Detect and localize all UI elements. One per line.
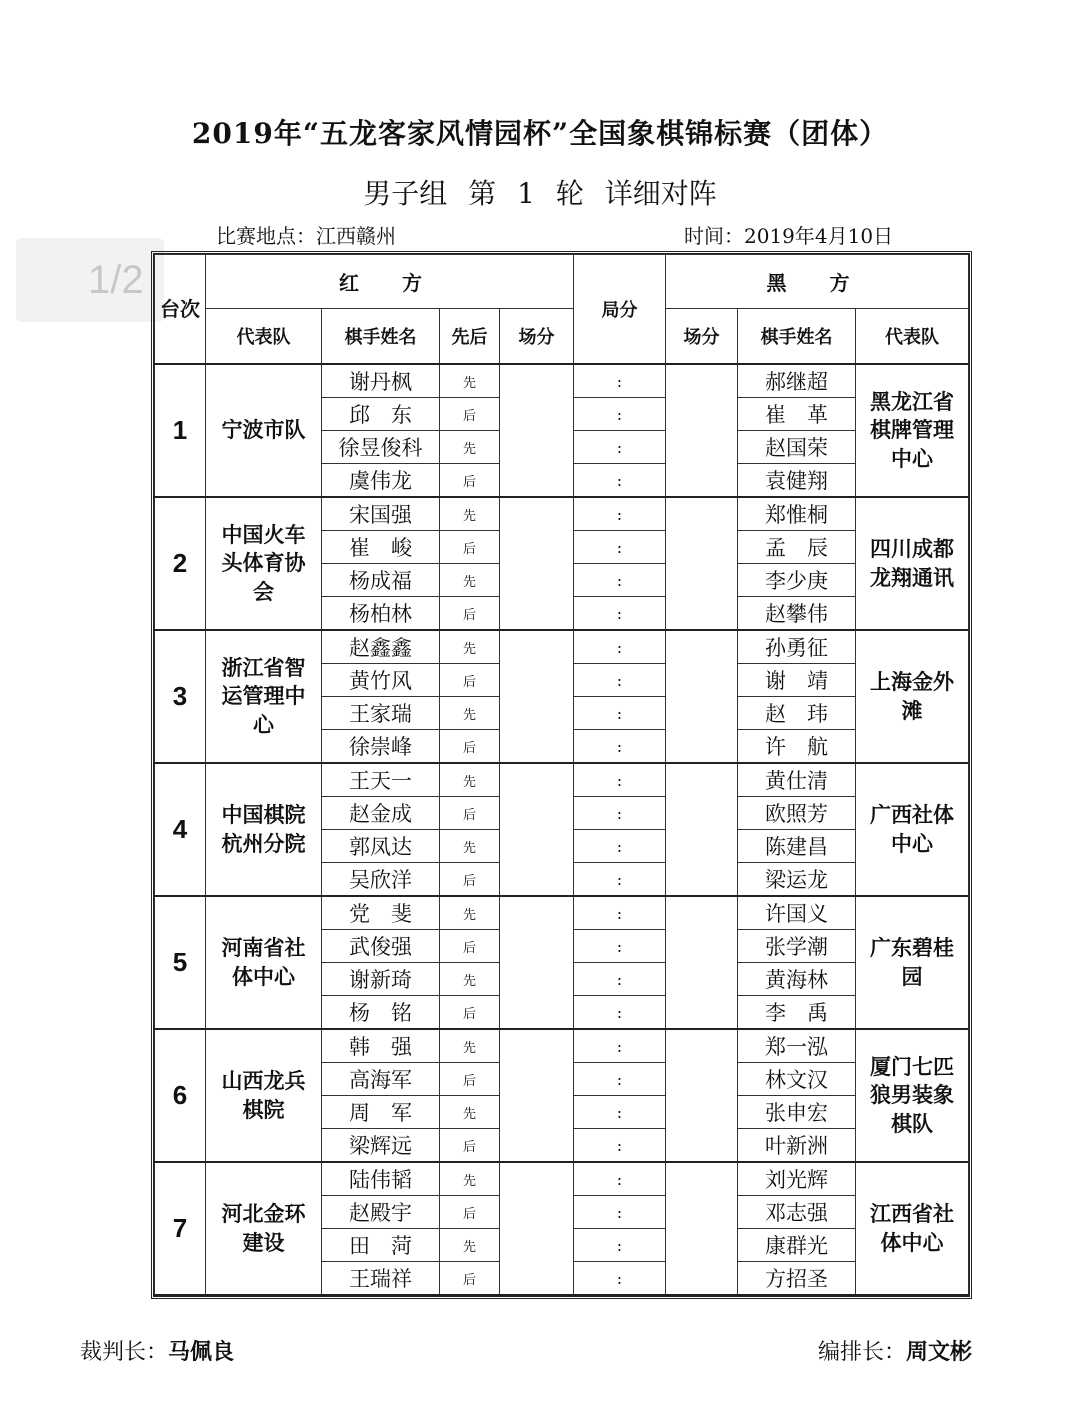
game-score-cell: : — [574, 830, 666, 863]
game-row — [155, 497, 969, 531]
black-team-name: 广西社体中心 — [856, 763, 969, 896]
order-header: 先后 — [440, 309, 500, 365]
red-player-name: 赵殿宇 — [322, 1196, 440, 1229]
red-player-name: 徐昱俊科 — [322, 431, 440, 464]
black-player-name: 李少庚 — [738, 564, 856, 597]
red-match-score-cell — [500, 1162, 574, 1295]
play-order: 后 — [440, 996, 500, 1030]
red-team-name: 中国火车头体育协会 — [206, 497, 322, 630]
black-player-name: 康群光 — [738, 1229, 856, 1262]
game-row — [155, 630, 969, 664]
black-player-name: 方招圣 — [738, 1262, 856, 1296]
game-score-cell: : — [574, 863, 666, 897]
black-player-name: 梁运龙 — [738, 863, 856, 897]
play-order: 后 — [440, 597, 500, 631]
game-score-cell: : — [574, 996, 666, 1030]
document-subtitle: 男子组 第 1 轮 详细对阵 — [363, 177, 717, 210]
page-indicator: 1/2 — [16, 238, 164, 322]
game-score-cell: : — [574, 763, 666, 797]
red-side-header: 红 方 — [206, 255, 574, 309]
red-player-name: 武俊强 — [322, 930, 440, 963]
black-team-name: 厦门七匹狼男装象棋队 — [856, 1029, 969, 1162]
play-order: 后 — [440, 930, 500, 963]
game-score-cell: : — [574, 364, 666, 398]
play-order: 先 — [440, 963, 500, 996]
black-player-name: 黄海林 — [738, 963, 856, 996]
black-team-name: 上海金外滩 — [856, 630, 969, 763]
black-team-name: 四川成都龙翔通讯 — [856, 497, 969, 630]
black-player-name: 张申宏 — [738, 1096, 856, 1129]
play-order: 先 — [440, 497, 500, 531]
game-score-cell: : — [574, 1096, 666, 1129]
play-order: 后 — [440, 1129, 500, 1163]
red-player-name: 王天一 — [322, 763, 440, 797]
black-player-name: 郑惟桐 — [738, 497, 856, 531]
game-score-cell: : — [574, 664, 666, 697]
red-player-name: 陆伟韬 — [322, 1162, 440, 1196]
board-number: 6 — [155, 1029, 206, 1162]
red-player-name: 高海军 — [322, 1063, 440, 1096]
black-team-name: 黑龙江省棋牌管理中心 — [856, 364, 969, 497]
chief-referee: 裁判长：马佩良 — [80, 1339, 235, 1365]
red-match-score-cell — [500, 630, 574, 763]
play-order: 后 — [440, 1262, 500, 1296]
black-player-name: 刘光辉 — [738, 1162, 856, 1196]
black-player-name: 郑一泓 — [738, 1029, 856, 1063]
board-number: 3 — [155, 630, 206, 763]
game-score-cell: : — [574, 630, 666, 664]
play-order: 后 — [440, 1063, 500, 1096]
black-match-score-cell — [666, 497, 738, 630]
play-order: 先 — [440, 1162, 500, 1196]
game-score-cell: : — [574, 597, 666, 631]
play-order: 后 — [440, 1196, 500, 1229]
game-row — [155, 1029, 969, 1063]
red-player-name: 党 斐 — [322, 896, 440, 930]
game-row — [155, 1162, 969, 1196]
red-team-name: 中国棋院杭州分院 — [206, 763, 322, 896]
black-player-name: 郝继超 — [738, 364, 856, 398]
play-order: 先 — [440, 896, 500, 930]
play-order: 后 — [440, 664, 500, 697]
play-order: 后 — [440, 398, 500, 431]
black-player-name: 赵 玮 — [738, 697, 856, 730]
game-score-cell: : — [574, 1063, 666, 1096]
play-order: 后 — [440, 797, 500, 830]
game-score-cell: : — [574, 464, 666, 498]
red-team-name: 河北金环建设 — [206, 1162, 322, 1295]
black-match-score-cell — [666, 364, 738, 497]
game-score-cell: : — [574, 1162, 666, 1196]
black-match-score-cell — [666, 1162, 738, 1295]
black-player-name: 崔 革 — [738, 398, 856, 431]
play-order: 先 — [440, 431, 500, 464]
red-player-name: 郭凤达 — [322, 830, 440, 863]
red-team-name: 河南省社体中心 — [206, 896, 322, 1029]
red-team-name: 宁波市队 — [206, 364, 322, 497]
black-player-name: 孟 辰 — [738, 531, 856, 564]
play-order: 先 — [440, 697, 500, 730]
black-player-name: 孙勇征 — [738, 630, 856, 664]
red-match-score-cell — [500, 763, 574, 896]
red-player-name: 杨柏林 — [322, 597, 440, 631]
red-match-score-header: 场分 — [500, 309, 574, 365]
red-player-name: 王家瑞 — [322, 697, 440, 730]
play-order: 先 — [440, 1096, 500, 1129]
red-player-name: 黄竹风 — [322, 664, 440, 697]
board-number: 5 — [155, 896, 206, 1029]
play-order: 后 — [440, 464, 500, 498]
black-player-name: 许 航 — [738, 730, 856, 764]
game-score-cell: : — [574, 531, 666, 564]
red-player-name: 赵金成 — [322, 797, 440, 830]
pairing-table — [154, 254, 969, 1296]
red-player-header: 棋手姓名 — [322, 309, 440, 365]
black-player-name: 许国义 — [738, 896, 856, 930]
venue-label: 比赛地点：江西赣州 — [216, 224, 396, 248]
red-team-header: 代表队 — [206, 309, 322, 365]
red-player-name: 徐崇峰 — [322, 730, 440, 764]
red-player-name: 崔 峻 — [322, 531, 440, 564]
play-order: 先 — [440, 564, 500, 597]
black-player-name: 邓志强 — [738, 1196, 856, 1229]
red-player-name: 谢新琦 — [322, 963, 440, 996]
date-label: 时间：2019年4月10日 — [684, 224, 894, 248]
red-player-name: 梁辉远 — [322, 1129, 440, 1163]
red-match-score-cell — [500, 497, 574, 630]
red-player-name: 虞伟龙 — [322, 464, 440, 498]
game-score-cell: : — [574, 1129, 666, 1163]
black-player-name: 林文汉 — [738, 1063, 856, 1096]
black-team-header: 代表队 — [856, 309, 969, 365]
black-match-score-cell — [666, 896, 738, 1029]
red-player-name: 邱 东 — [322, 398, 440, 431]
game-score-cell: : — [574, 697, 666, 730]
play-order: 后 — [440, 863, 500, 897]
red-team-name: 山西龙兵棋院 — [206, 1029, 322, 1162]
black-player-name: 叶新洲 — [738, 1129, 856, 1163]
document-title: 2019年“五龙客家风情园杯”全国象棋锦标赛（团体） — [191, 117, 889, 150]
red-match-score-cell — [500, 1029, 574, 1162]
game-score-cell: : — [574, 497, 666, 531]
board-number: 7 — [155, 1162, 206, 1295]
black-player-name: 袁健翔 — [738, 464, 856, 498]
play-order: 后 — [440, 531, 500, 564]
game-score-header: 局分 — [574, 255, 666, 365]
game-row — [155, 763, 969, 797]
game-score-cell: : — [574, 930, 666, 963]
black-player-name: 赵国荣 — [738, 431, 856, 464]
pairing-table-frame — [151, 251, 972, 1299]
black-player-header: 棋手姓名 — [738, 309, 856, 365]
play-order: 先 — [440, 763, 500, 797]
black-player-name: 欧照芳 — [738, 797, 856, 830]
red-player-name: 杨成福 — [322, 564, 440, 597]
red-player-name: 韩 强 — [322, 1029, 440, 1063]
board-number: 2 — [155, 497, 206, 630]
play-order: 先 — [440, 1229, 500, 1262]
game-score-cell: : — [574, 896, 666, 930]
red-player-name: 田 菏 — [322, 1229, 440, 1262]
chief-arranger: 编排长：周文彬 — [818, 1339, 973, 1365]
game-score-cell: : — [574, 1262, 666, 1296]
game-score-cell: : — [574, 1229, 666, 1262]
red-team-name: 浙江省智运管理中心 — [206, 630, 322, 763]
black-team-name: 广东碧桂园 — [856, 896, 969, 1029]
black-match-score-header: 场分 — [666, 309, 738, 365]
board-header: 台次 — [155, 255, 206, 365]
board-number: 1 — [155, 364, 206, 497]
game-score-cell: : — [574, 564, 666, 597]
black-side-header: 黑 方 — [666, 255, 969, 309]
game-score-cell: : — [574, 797, 666, 830]
black-player-name: 谢 靖 — [738, 664, 856, 697]
game-score-cell: : — [574, 963, 666, 996]
red-player-name: 谢丹枫 — [322, 364, 440, 398]
black-player-name: 张学潮 — [738, 930, 856, 963]
game-row — [155, 364, 969, 398]
play-order: 先 — [440, 830, 500, 863]
black-player-name: 陈建昌 — [738, 830, 856, 863]
red-player-name: 赵鑫鑫 — [322, 630, 440, 664]
black-player-name: 赵攀伟 — [738, 597, 856, 631]
game-score-cell: : — [574, 1029, 666, 1063]
play-order: 先 — [440, 630, 500, 664]
play-order: 先 — [440, 1029, 500, 1063]
red-player-name: 杨 铭 — [322, 996, 440, 1030]
game-score-cell: : — [574, 730, 666, 764]
black-match-score-cell — [666, 1029, 738, 1162]
game-score-cell: : — [574, 431, 666, 464]
red-match-score-cell — [500, 364, 574, 497]
red-player-name: 周 军 — [322, 1096, 440, 1129]
black-match-score-cell — [666, 630, 738, 763]
black-player-name: 黄仕清 — [738, 763, 856, 797]
play-order: 先 — [440, 364, 500, 398]
black-team-name: 江西省社体中心 — [856, 1162, 969, 1295]
black-match-score-cell — [666, 763, 738, 896]
black-player-name: 李 禹 — [738, 996, 856, 1030]
play-order: 后 — [440, 730, 500, 764]
game-score-cell: : — [574, 1196, 666, 1229]
game-score-cell: : — [574, 398, 666, 431]
game-row — [155, 896, 969, 930]
red-player-name: 宋国强 — [322, 497, 440, 531]
red-match-score-cell — [500, 896, 574, 1029]
board-number: 4 — [155, 763, 206, 896]
red-player-name: 王瑞祥 — [322, 1262, 440, 1296]
red-player-name: 吴欣洋 — [322, 863, 440, 897]
